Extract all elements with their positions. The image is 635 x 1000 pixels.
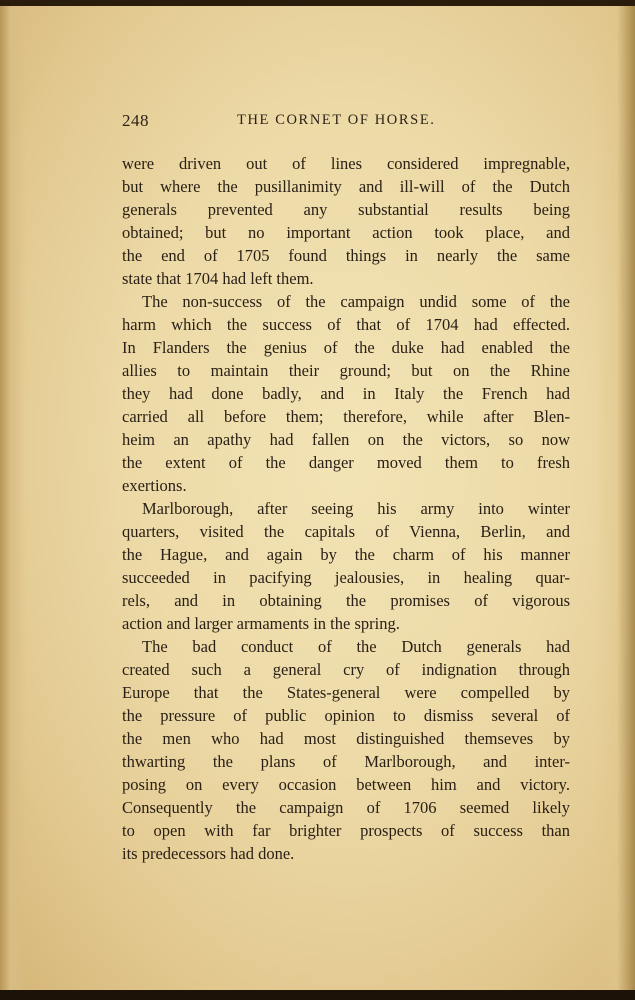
text-line: allies to maintain their ground; but on the Rhine [122,361,570,380]
page-number: 248 [122,111,149,130]
text-line: the men who had most distinguished themseves by [122,729,570,748]
text-line: state that 1704 had left them. [122,269,314,288]
text-line: the pressure of public opinion to dismiss several of [122,706,570,725]
paragraph-start-line: Marlborough, after seeing his army into winter [142,499,570,518]
running-title: THE CORNET OF HORSE. [237,112,436,128]
text-line: to open with far brighter prospects of success than [122,821,570,840]
text-line: were driven out of lines considered impregnable, [122,154,570,173]
text-line: thwarting the plans of Marlborough, and inter- [122,752,570,771]
text-line: quarters, visited the capitals of Vienna, Berlin, and [122,522,570,541]
text-line: exertions. [122,476,187,495]
text-line: action and larger armaments in the spring. [122,614,400,633]
text-line: generals prevented any substantial results being [122,200,570,219]
text-line: they had done badly, and in Italy the French had [122,384,570,403]
text-line: rels, and in obtaining the promises of vigorous [122,591,570,610]
text-line: created such a general cry of indignation through [122,660,570,679]
body-text [122,152,570,865]
text-line: the Hague, and again by the charm of his manner [122,545,570,564]
text-line: the extent of the danger moved them to fresh [122,453,570,472]
text-line: In Flanders the genius of the duke had enabled the [122,338,570,357]
text-line: succeeded in pacifying jealousies, in healing quar- [122,568,570,587]
text-line: the end of 1705 found things in nearly the same [122,246,570,265]
text-line: harm which the success of that of 1704 had effected. [122,315,570,334]
text-line: Europe that the States-general were compelled by [122,683,570,702]
text-line: its predecessors had done. [122,844,295,863]
text-line: posing on every occasion between him and victory. [122,775,570,794]
text-line: Consequently the campaign of 1706 seemed likely [122,798,570,817]
paragraph-start-line: The bad conduct of the Dutch generals had [142,637,570,656]
paragraph-start-line: The non-success of the campaign undid some of the [142,292,570,311]
text-line: heim an apathy had fallen on the victors, so now [122,430,570,449]
text-line: carried all before them; therefore, while after Blen- [122,407,570,426]
text-line: but where the pusillanimity and ill-will of the Dutch [122,177,570,196]
running-head [122,111,568,135]
text-line: obtained; but no important action took place, and [122,223,570,242]
